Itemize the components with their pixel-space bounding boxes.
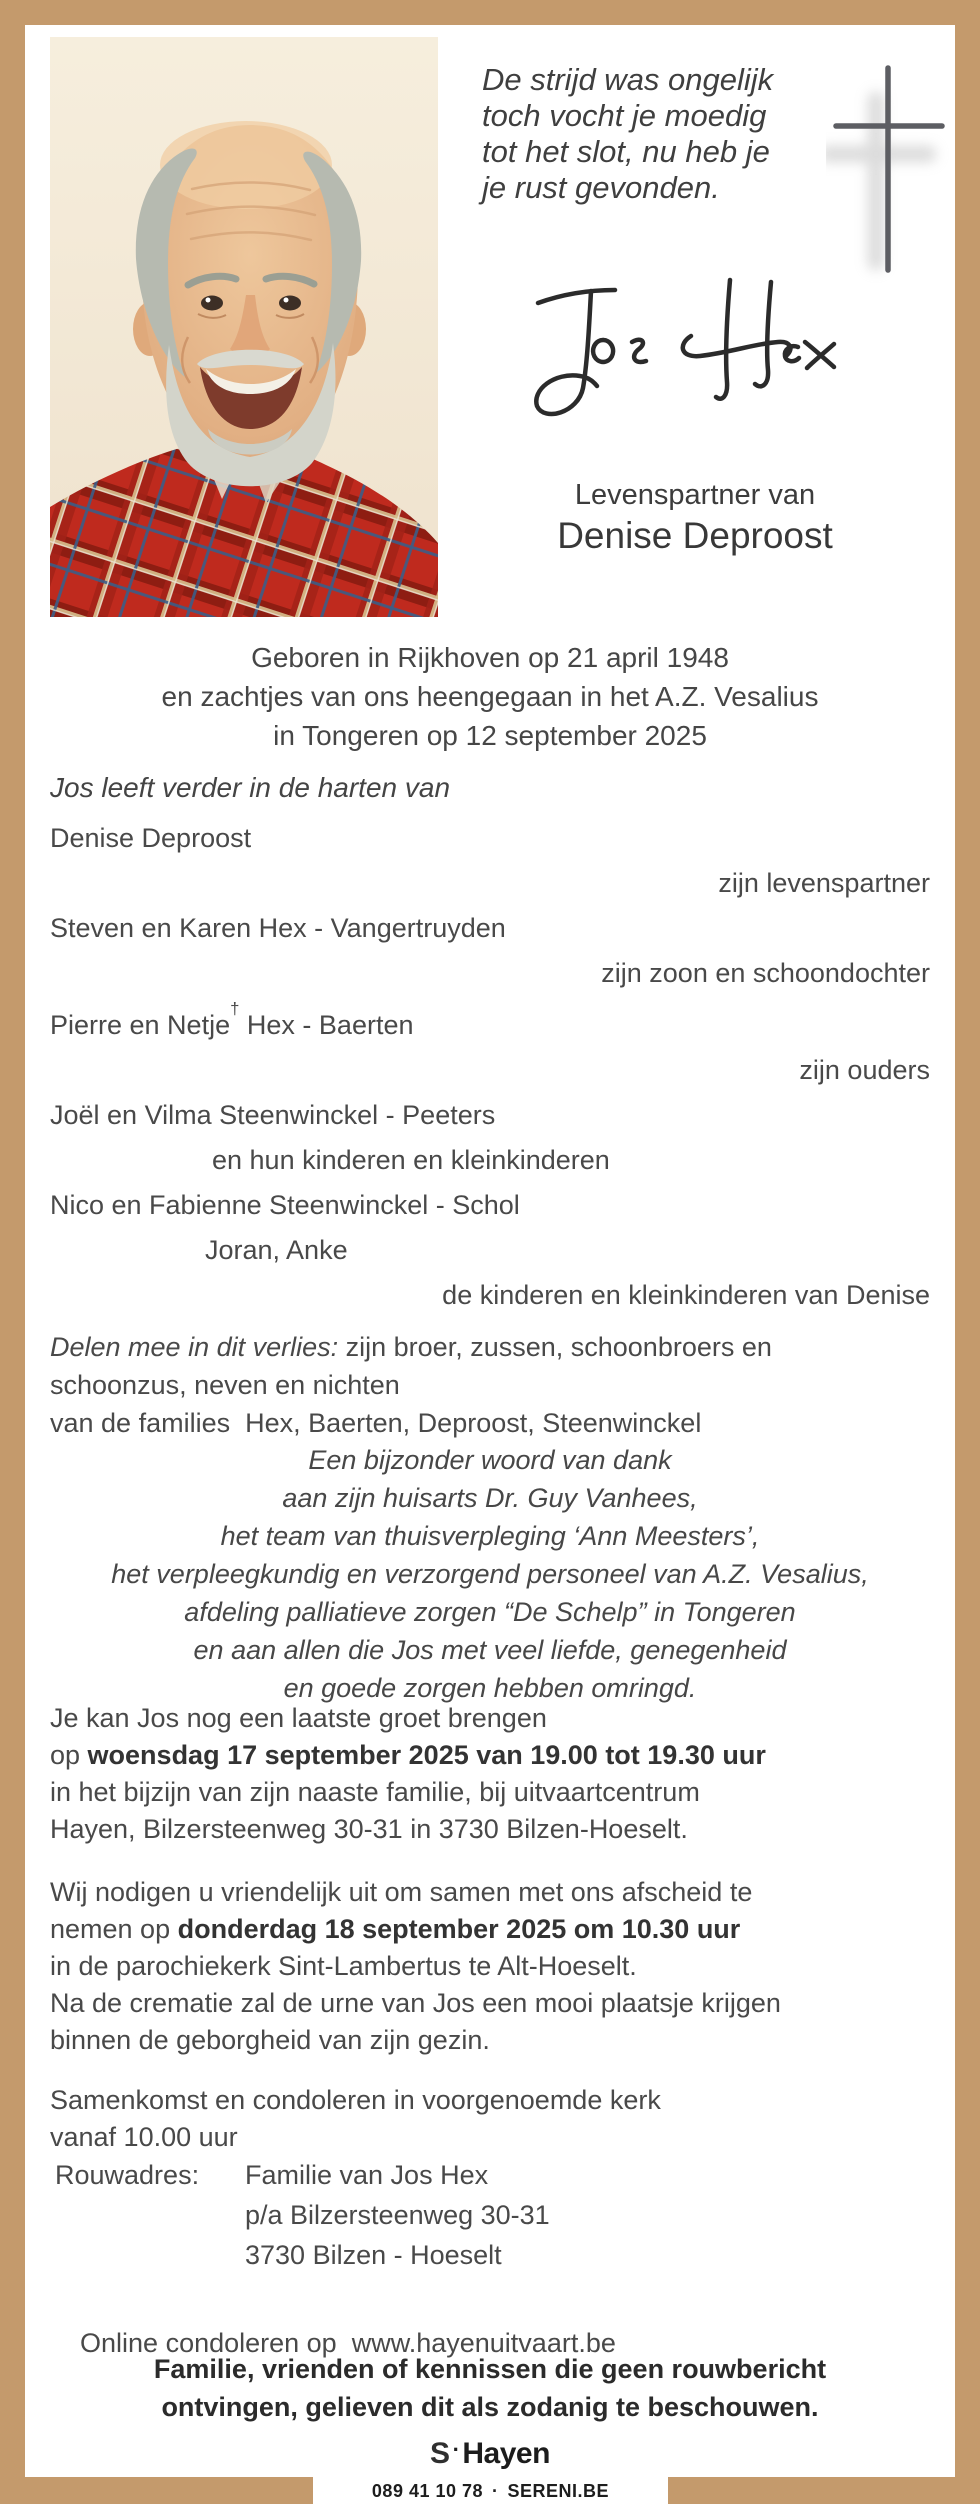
funeral-home-logo xyxy=(25,2434,955,2470)
notice-line: Familie, vrienden of kennissen die geen rouwbericht xyxy=(153,2354,827,2384)
thanks-line: afdeling palliatieve zorgen “De Schelp” in Tongeren xyxy=(184,1597,796,1627)
loss-line xyxy=(50,1328,930,1366)
gathering-line: vanaf 10.00 uur xyxy=(50,2122,238,2152)
logo-s: S xyxy=(430,2437,450,2470)
family-member xyxy=(50,996,930,1048)
cross-icon xyxy=(826,56,958,284)
loss-lead: Delen mee in dit verlies: xyxy=(50,1332,339,1362)
family-member-name: Pierre en Netje xyxy=(50,1010,231,1040)
farewell-line: Wij nodigen u vriendelijk uit om samen met ons afscheid te xyxy=(50,1877,753,1907)
logo-name: Hayen xyxy=(462,2437,550,2470)
family-member: Joël en Vilma Steenwinckel - Peeters xyxy=(50,1100,496,1130)
last-greeting-paragraph xyxy=(50,1700,935,1848)
notice-block xyxy=(25,2350,955,2426)
birth-death-block xyxy=(25,638,955,755)
greeting-pre: op xyxy=(50,1740,88,1770)
mourning-address xyxy=(55,2155,930,2275)
gathering-paragraph xyxy=(50,2082,930,2156)
sereni-website-link[interactable]: SERENI.BE xyxy=(507,2481,610,2501)
partner-block xyxy=(455,476,935,558)
mourning-address-line: p/a Bilzersteenweg 30-31 xyxy=(245,2200,550,2230)
farewell-paragraph xyxy=(50,1874,935,2059)
greeting-line: Hayen, Bilzersteenweg 30-31 in 3730 Bilzen-Hoeselt. xyxy=(50,1814,688,1844)
relationship-label: zijn zoon en schoondochter xyxy=(601,958,930,988)
death-place-line: in Tongeren op 12 september 2025 xyxy=(273,720,707,751)
family-member-sub: Joran, Anke xyxy=(205,1235,348,1265)
visitation-datetime: woensdag 17 september 2025 van 19.00 tot 19.30 uur xyxy=(87,1740,766,1770)
condolences-website-link[interactable]: www.hayenuitvaart.be xyxy=(351,2328,616,2358)
condolences-label: Online condoleren op xyxy=(80,2328,345,2358)
thanks-line: het team van thuisverpleging ‘Ann Meesters’, xyxy=(220,1521,760,1551)
thanks-line: en aan allen die Jos met veel liefde, genegenheid xyxy=(193,1635,787,1665)
thanks-line: aan zijn huisarts Dr. Guy Vanhees, xyxy=(282,1483,698,1513)
loss-line: van de families Hex, Baerten, Deproost, Steenwinckel xyxy=(50,1408,702,1438)
verse-line: De strijd was ongelijk xyxy=(482,62,774,97)
logo-dot-icon: · xyxy=(452,2437,460,2462)
farewell-line xyxy=(50,1911,935,1948)
loss-line: schoonzus, neven en nichten xyxy=(50,1370,400,1400)
service-datetime: donderdag 18 september 2025 om 10.30 uur xyxy=(177,1914,741,1944)
notice-line: ontvingen, gelieven dit als zodanig te beschouwen. xyxy=(161,2392,819,2422)
greeting-line: in het bijzijn van zijn naaste familie, bij uitvaartcentrum xyxy=(50,1777,700,1807)
portrait-photo xyxy=(50,37,438,617)
memorial-verse xyxy=(482,62,812,206)
mourning-address-line: 3730 Bilzen - Hoeselt xyxy=(245,2240,502,2270)
thanks-line: het verpleegkundig en verzorgend personeel van A.Z. Vesalius, xyxy=(111,1559,869,1589)
thanks-line: Een bijzonder woord van dank xyxy=(308,1445,672,1475)
thanks-line: en goede zorgen hebben omringd. xyxy=(283,1673,697,1703)
farewell-pre: nemen op xyxy=(50,1914,178,1944)
mourning-address-line: Familie van Jos Hex xyxy=(245,2160,489,2190)
death-line: en zachtjes van ons heengegaan in het A.Z. Vesalius xyxy=(161,681,819,712)
family-member: Steven en Karen Hex - Vangertruyden xyxy=(50,913,506,943)
funeral-home-contact xyxy=(313,2479,668,2503)
phone-number: 089 41 10 78 xyxy=(371,2481,484,2501)
mourning-address-label: Rouwadres: xyxy=(55,2160,200,2190)
verse-line: tot het slot, nu heb je xyxy=(482,134,770,169)
family-member: Nico en Fabienne Steenwinckel - Schol xyxy=(50,1190,520,1220)
deceased-dagger: † xyxy=(230,999,240,1018)
farewell-line: Na de crematie zal de urne van Jos een mooi plaatsje krijgen xyxy=(50,1988,781,2018)
loss-rest: zijn broer, zussen, schoonbroers en xyxy=(338,1332,772,1362)
partner-label: Levenspartner van xyxy=(574,479,816,511)
partner-name: Denise Deproost xyxy=(557,515,833,556)
family-member-sub: en hun kinderen en kleinkinderen xyxy=(212,1145,610,1175)
loss-paragraph xyxy=(50,1328,930,1442)
thanks-block xyxy=(25,1441,955,1707)
greeting-line xyxy=(50,1737,935,1774)
family-member: Denise Deproost xyxy=(50,823,252,853)
legacy-lead: Jos leeft verder in de harten van xyxy=(50,772,451,803)
family-member-surname: Hex - Baerten xyxy=(239,1010,414,1040)
greeting-line: Je kan Jos nog een laatste groet brengen xyxy=(50,1703,547,1733)
verse-line: toch vocht je moedig xyxy=(482,98,767,133)
portrait-of-jos-hex-icon xyxy=(50,37,438,617)
separator-dot-icon: · xyxy=(492,2481,499,2501)
family-list xyxy=(50,816,930,1318)
relationship-label: zijn ouders xyxy=(799,1055,930,1085)
relationship-label: de kinderen en kleinkinderen van Denise xyxy=(442,1280,930,1310)
birth-line: Geboren in Rijkhoven op 21 april 1948 xyxy=(251,642,729,673)
gathering-line: Samenkomst en condoleren in voorgenoemde kerk xyxy=(50,2085,661,2115)
farewell-line: binnen de geborgheid van zijn gezin. xyxy=(50,2025,490,2055)
farewell-line: in de parochiekerk Sint-Lambertus te Alt-Hoeselt. xyxy=(50,1951,637,1981)
jos-hex-signature xyxy=(528,270,848,430)
verse-line: je rust gevonden. xyxy=(482,170,720,205)
relationship-label: zijn levenspartner xyxy=(718,868,930,898)
